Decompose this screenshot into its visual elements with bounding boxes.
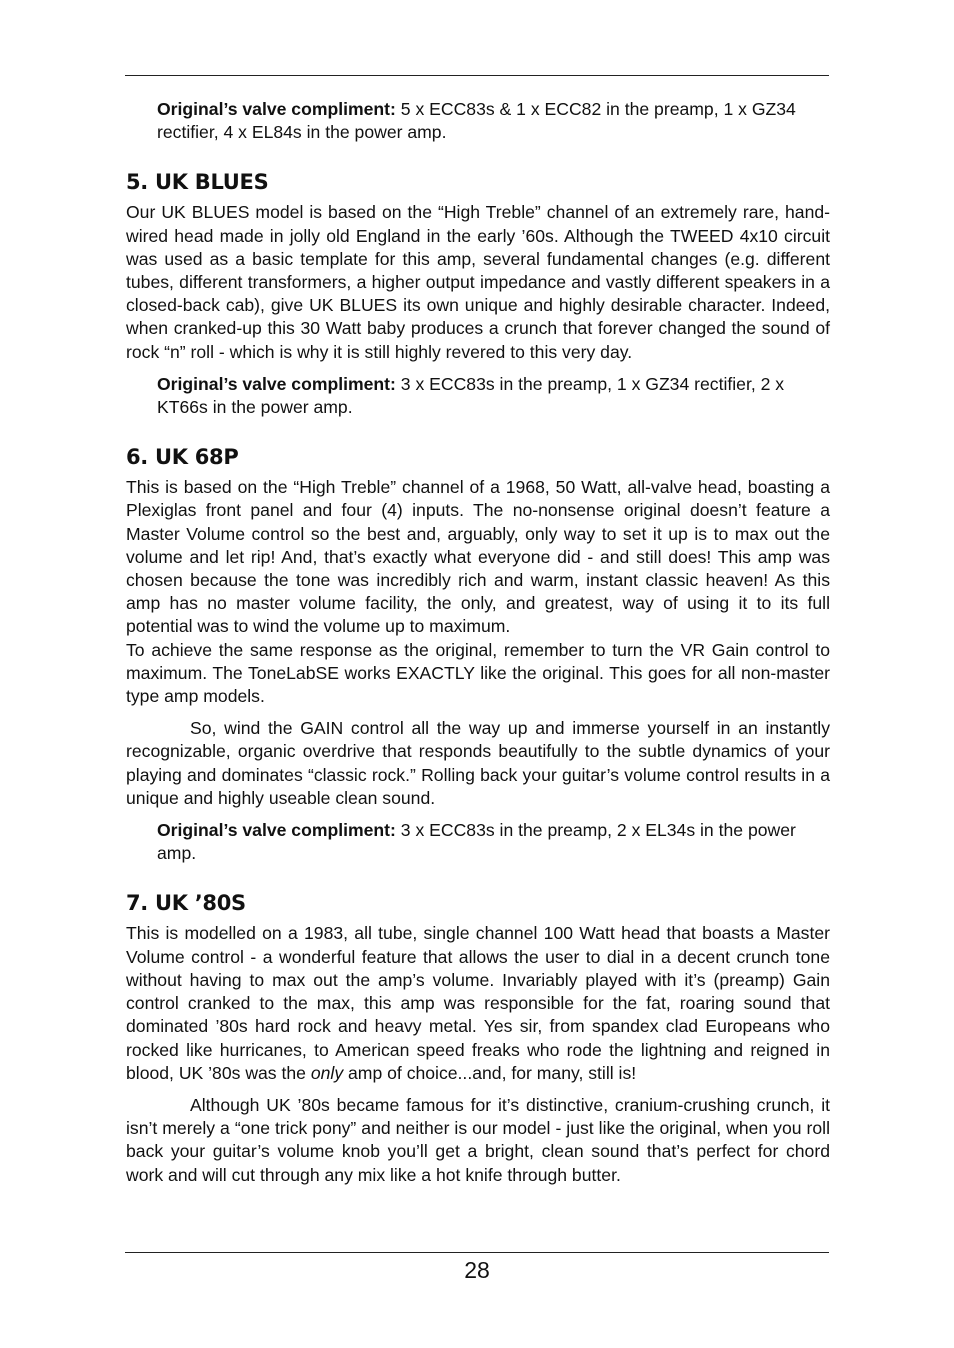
paragraph-text: This is modelled on a 1983, all tube, single channel 100 Watt head that boasts a Master Volume control - a wonderful feature that allows the user to dial in a decent crunch tone without having to max out the amp’s volume. Invariably played with it’s (preamp) Gain control cranked to the max, this amp was responsible for the fat, roaring sound that dominated ’80s hard rock and heavy metal. Yes sir, from spandex clad Europeans who rocked like hurricanes, to American speed freaks who rode the lightning and reigned in blood, UK ’80s was the bbox=[126, 923, 830, 1083]
footer-rule bbox=[125, 1252, 829, 1253]
body-paragraph bbox=[126, 922, 830, 1084]
section-heading: 7. UK ’80S bbox=[126, 891, 246, 916]
header-rule bbox=[125, 75, 829, 76]
intro-valve-compliment bbox=[157, 98, 830, 144]
section-uk-68p bbox=[126, 444, 830, 865]
valve-text: 3 x ECC83s in the preamp, 1 x GZ34 rectifier, 2 x KT66s in the power amp. bbox=[157, 373, 785, 418]
valve-compliment bbox=[157, 819, 830, 865]
valve-label: Original’s valve compliment: bbox=[157, 373, 396, 394]
paragraph-text: amp of choice...and, for many, still is! bbox=[343, 1062, 637, 1083]
body-paragraph: This is based on the “High Treble” channel of a 1968, 50 Watt, all-valve head, boasting a Plexiglas front panel and four (4) inputs. The no-nonsense original doesn’t feature a Master Volume control so the best and, arguably, only way to set it up is to max out the volume and let rip! And, that’s exactly what everyone did - and still does! This amp was chosen because the tone was incredibly rich and warm, instant classic heaven! As this amp has no master volume facility, the only, and greatest, way of using it to its full potential was to wind the volume up to maximum. bbox=[126, 477, 830, 637]
valve-label: Original’s valve compliment: bbox=[157, 99, 396, 119]
section-heading: 5. UK BLUES bbox=[126, 170, 269, 195]
valve-text: 3 x ECC83s in the preamp, 2 x EL34s in the power amp. bbox=[157, 820, 796, 864]
valve-label: Original’s valve compliment: bbox=[157, 820, 396, 841]
body-paragraph: To achieve the same response as the original, remember to turn the VR Gain control to maximum. The ToneLabSE works EXACTLY like the original. This goes for all non-master type amp models. bbox=[126, 639, 830, 707]
page-number: 28 bbox=[464, 1257, 490, 1283]
emphasis-text: only bbox=[310, 1062, 344, 1083]
body-paragraph: So, wind the GAIN control all the way up and immerse yourself in an instantly recognizable, organic overdrive that responds beautifully to the subtle dynamics of your playing and dominates “classic rock.” Rolling back your guitar’s volume control results in a unique and highly useable clean sound. bbox=[126, 718, 830, 808]
section-uk-80s bbox=[126, 890, 830, 1186]
valve-compliment bbox=[157, 373, 830, 419]
page-content bbox=[126, 98, 830, 1187]
section-heading: 6. UK 68P bbox=[126, 445, 239, 470]
body-paragraph: Our UK BLUES model is based on the “High Treble” channel of an extremely rare, hand-wired head made in jolly old England in the early ’60s. Although the TWEED 4x10 circuit was used as a basic template for this amp, several fundamental changes (e.g. different tubes, different transformers, a higher output impedance and vastly different speakers in a closed-back cab), give UK BLUES its own unique and highly desirable character. Indeed, when cranked-up this 30 Watt baby produces a crunch that forever changed the sound of rock “n” roll - which is why it is still highly revered to this very day. bbox=[126, 202, 830, 362]
valve-text: 5 x ECC83s & 1 x ECC82 in the preamp, 1 x GZ34 rectifier, 4 x EL84s in the power amp. bbox=[157, 99, 796, 143]
section-uk-blues bbox=[126, 169, 830, 419]
body-paragraph: Although UK ’80s became famous for it’s distinctive, cranium-crushing crunch, it isn’t merely a “one trick pony” and neither is our model - just like the original, when you roll back your guitar’s volume knob you’ll get a bright, clean sound that’s perfect for chord work and will cut through any mix like a hot knife through butter. bbox=[126, 1094, 830, 1185]
